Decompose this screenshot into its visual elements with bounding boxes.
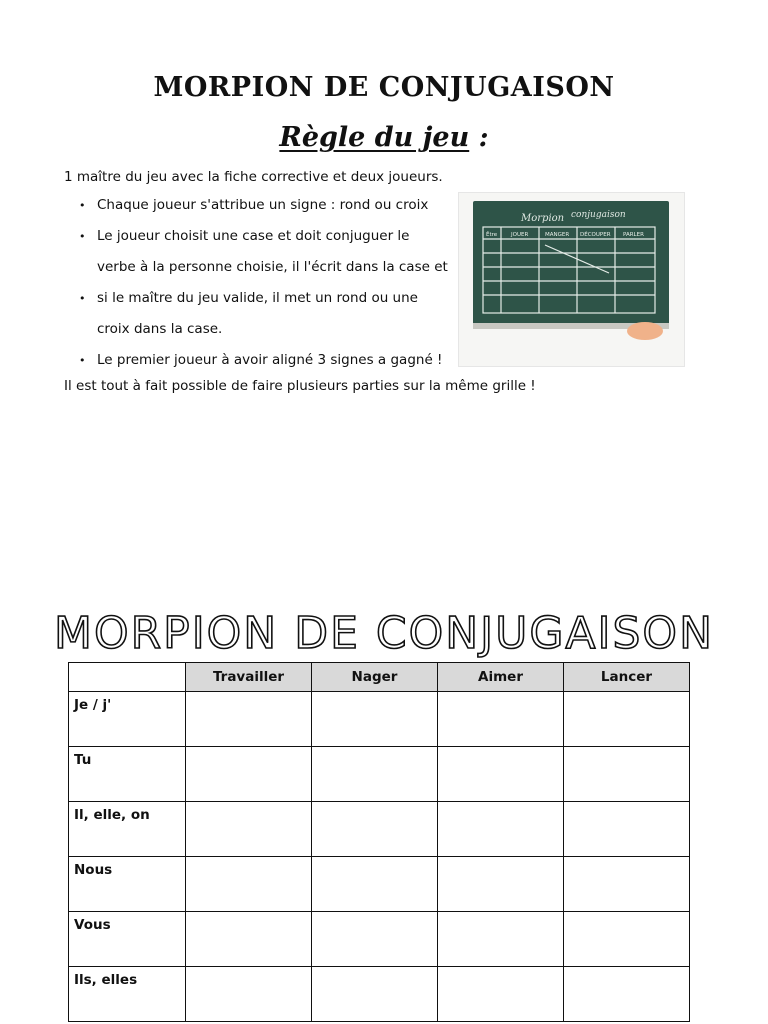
rules-heading-text: Règle du jeu [279,122,470,153]
table-row [69,967,690,1022]
board-title: Morpion [521,213,565,224]
answer-cell [312,802,438,857]
chalkboard-photo [458,192,685,367]
answer-cell [564,857,690,912]
verb-header: Aimer [438,663,564,692]
answer-cell [312,747,438,802]
rule-item: • Le joueur choisit une case et doit conjuguer le verbe à la personne choisie, il l'écrit dans la case et [64,221,449,283]
answer-cell [186,912,312,967]
pronoun-cell: Nous [69,857,186,912]
logo-badge [627,322,663,340]
answer-cell [438,802,564,857]
table-row [69,912,690,967]
board-title-2: conjugaison [571,210,626,220]
pronoun-cell: Vous [69,912,186,967]
answer-cell [564,967,690,1022]
answer-cell [564,912,690,967]
page-title: MORPION DE CONJUGAISON [153,72,615,103]
table-row [69,692,690,747]
rules-outro: Il est tout à fait possible de faire plusieurs parties sur la même grille ! [64,378,536,394]
answer-cell [186,967,312,1022]
answer-cell [312,692,438,747]
conjugation-grid [68,662,690,1022]
chalkboard-surface [473,201,669,329]
answer-cell [186,747,312,802]
table-row [69,747,690,802]
answer-cell [312,857,438,912]
pronoun-cell: Tu [69,747,186,802]
table-row [69,857,690,912]
board-header: DÉCOUPER [580,232,611,238]
rules-intro: 1 maître du jeu avec la fiche corrective et deux joueurs. [64,169,443,185]
verb-header: Lancer [564,663,690,692]
answer-cell [564,802,690,857]
grid-header-row [69,663,690,692]
chalkboard-image [459,193,684,366]
answer-cell [564,692,690,747]
answer-cell [186,692,312,747]
answer-cell [438,857,564,912]
verb-header: Nager [312,663,438,692]
rule-item: • Le premier joueur à avoir aligné 3 signes a gagné ! [64,345,449,376]
grid-title: MORPION DE CONJUGAISON [54,608,714,659]
rule-item: • Chaque joueur s'attribue un signe : rond ou croix [64,190,449,221]
board-header: PARLER [623,232,644,238]
grid-corner-cell [69,663,186,692]
table-row [69,802,690,857]
board-header: Être [486,232,498,238]
rules-heading [0,122,768,153]
answer-cell [438,692,564,747]
board-header: JOUER [511,232,529,238]
answer-cell [186,857,312,912]
rules-list [64,190,449,376]
verb-header: Travailler [186,663,312,692]
answer-cell [186,802,312,857]
answer-cell [312,912,438,967]
pronoun-cell: Il, elle, on [69,802,186,857]
board-header: MANGER [545,232,570,238]
answer-cell [438,747,564,802]
rules-heading-colon: : [469,122,489,153]
answer-cell [564,747,690,802]
answer-cell [438,967,564,1022]
pronoun-cell: Ils, elles [69,967,186,1022]
answer-cell [438,912,564,967]
rule-item: • si le maître du jeu valide, il met un rond ou une croix dans la case. [64,283,449,345]
pronoun-cell: Je / j' [69,692,186,747]
answer-cell [312,967,438,1022]
